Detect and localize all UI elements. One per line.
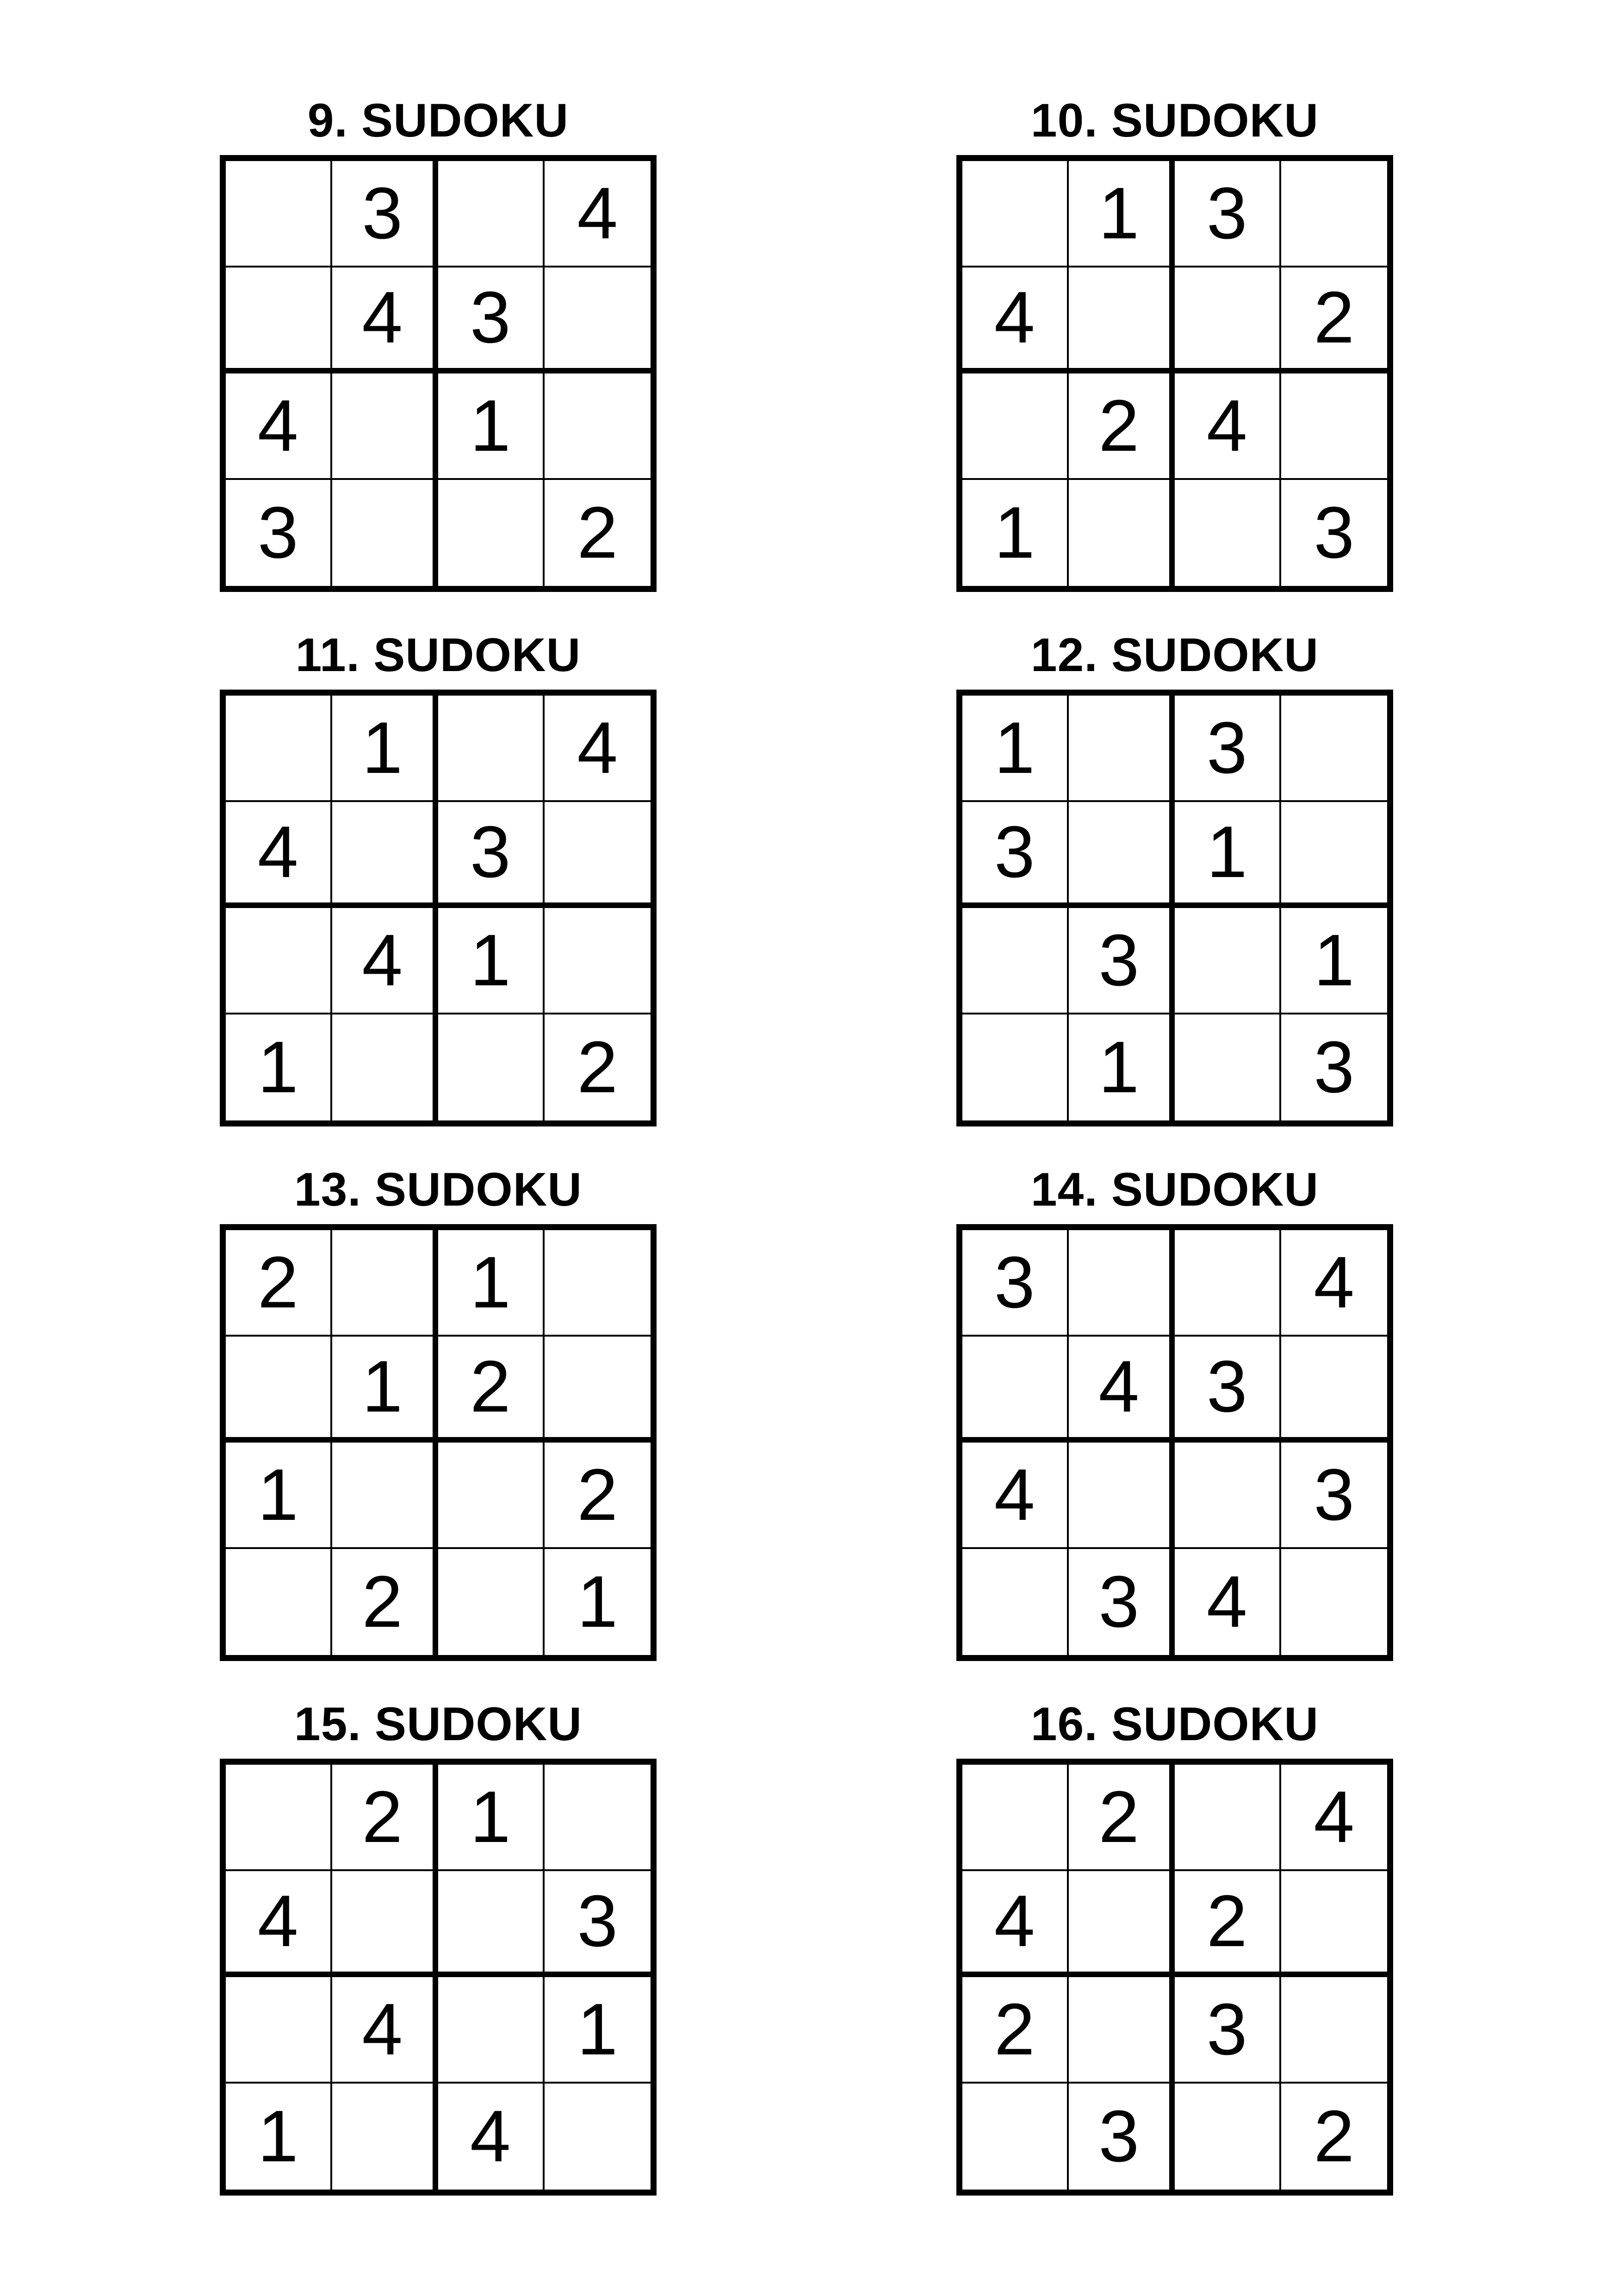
sudoku-cell: 1 [962, 480, 1069, 586]
sudoku-cell: 2 [577, 1027, 618, 1108]
sudoku-grid [956, 690, 1393, 1126]
sudoku-cell: 3 [332, 161, 439, 268]
sudoku-cell: 2 [332, 1549, 439, 1655]
sudoku-cell: 3 [545, 1871, 651, 1978]
sudoku-cell: 3 [1069, 1549, 1175, 1655]
sudoku-cell [438, 1549, 545, 1655]
sudoku-cell: 3 [1314, 1027, 1355, 1108]
sudoku-cell [226, 1765, 332, 1871]
sudoku-cell: 1 [577, 1561, 618, 1643]
sudoku-cell: 1 [1281, 908, 1388, 1014]
sudoku-cell: 3 [1314, 492, 1355, 574]
sudoku-cell [1281, 1871, 1388, 1978]
sudoku-cell: 4 [332, 908, 439, 1014]
sudoku-cell [962, 908, 1069, 1014]
sudoku-cell [962, 373, 1069, 480]
sudoku-cell: 1 [226, 1014, 332, 1121]
sudoku-grid [220, 1224, 657, 1661]
sudoku-cell: 4 [438, 2084, 545, 2190]
sudoku-cell: 1 [438, 1765, 545, 1871]
sudoku-cell [962, 1014, 1069, 1121]
sudoku-cell [545, 802, 651, 908]
sudoku-cell [226, 1549, 332, 1655]
sudoku-cell: 3 [962, 1230, 1069, 1337]
sudoku-cell: 4 [1175, 373, 1281, 480]
sudoku-cell [332, 480, 439, 586]
sudoku-cell [962, 1549, 1069, 1655]
sudoku-cell: 4 [962, 268, 1069, 374]
puzzle-title: 14. SUDOKU [1030, 1163, 1319, 1216]
sudoku-cell: 3 [1281, 1443, 1388, 1549]
sudoku-cell: 3 [1175, 161, 1281, 268]
sudoku-cell [438, 1977, 545, 2084]
sudoku-cell: 3 [1175, 1337, 1281, 1443]
sudoku-cell [1281, 802, 1388, 908]
sudoku-cell: 4 [226, 373, 332, 480]
sudoku-cell: 2 [1314, 2096, 1355, 2178]
sudoku-cell [1069, 1230, 1175, 1337]
sudoku-puzzle [220, 1155, 657, 1661]
sudoku-cell: 1 [438, 373, 545, 480]
sudoku-cell [962, 161, 1069, 268]
sudoku-cell: 1 [1069, 161, 1175, 268]
sudoku-cell: 4 [962, 1443, 1069, 1549]
sudoku-cell: 1 [226, 2084, 332, 2190]
sudoku-grid [956, 155, 1393, 592]
sudoku-cell: 3 [438, 802, 545, 908]
sudoku-cell: 3 [1069, 908, 1175, 1014]
sudoku-cell: 2 [545, 1443, 651, 1549]
sudoku-cell: 4 [545, 696, 651, 802]
sudoku-cell [1175, 1230, 1281, 1337]
sudoku-cell [545, 908, 651, 1014]
sudoku-puzzle [220, 620, 657, 1126]
sudoku-cell: 2 [1175, 1871, 1281, 1978]
sudoku-cell [545, 1765, 651, 1871]
sudoku-cell [226, 1977, 332, 2084]
sudoku-cell: 1 [1069, 1014, 1175, 1121]
sudoku-cell [545, 1230, 651, 1337]
sudoku-cell: 3 [1175, 1977, 1281, 2084]
sudoku-cell: 3 [962, 802, 1069, 908]
sudoku-cell: 1 [438, 1230, 545, 1337]
sudoku-cell [1069, 480, 1175, 586]
sudoku-cell: 1 [1175, 802, 1281, 908]
sudoku-grid [220, 690, 657, 1126]
sudoku-cell [1281, 1977, 1388, 2084]
sudoku-cell [1175, 268, 1281, 374]
sudoku-cell [226, 1337, 332, 1443]
sudoku-cell [226, 908, 332, 1014]
sudoku-cell: 2 [226, 1230, 332, 1337]
sudoku-cell: 2 [332, 1765, 439, 1871]
sudoku-cell [1281, 696, 1388, 802]
sudoku-cell [226, 161, 332, 268]
puzzle-title: 12. SUDOKU [1030, 628, 1319, 681]
sudoku-cell [962, 1337, 1069, 1443]
sudoku-puzzle [956, 86, 1393, 592]
sudoku-cell: 3 [438, 268, 545, 374]
sudoku-cell [1069, 1977, 1175, 2084]
sudoku-cell [332, 1230, 439, 1337]
sudoku-cell: 4 [1281, 1230, 1388, 1337]
sudoku-cell [1069, 1871, 1175, 1978]
sudoku-puzzle [956, 1155, 1393, 1661]
sudoku-cell [1069, 268, 1175, 374]
sudoku-cell [1175, 2084, 1281, 2190]
sudoku-cell [1175, 1443, 1281, 1549]
sudoku-cell [1281, 1549, 1388, 1655]
sudoku-cell [545, 2084, 651, 2190]
sudoku-cell: 4 [226, 802, 332, 908]
sudoku-puzzle [220, 1689, 657, 2196]
puzzle-title: 10. SUDOKU [1030, 94, 1319, 147]
sudoku-cell [438, 1871, 545, 1978]
sudoku-cell: 3 [1175, 696, 1281, 802]
sudoku-cell: 1 [962, 696, 1069, 802]
sudoku-cell: 4 [332, 268, 439, 374]
sudoku-cell: 2 [1281, 268, 1388, 374]
sudoku-cell [226, 268, 332, 374]
sudoku-puzzle [220, 86, 657, 592]
sudoku-cell [332, 2084, 439, 2190]
sudoku-cell [226, 696, 332, 802]
sudoku-cell: 4 [1281, 1765, 1388, 1871]
puzzle-title: 11. SUDOKU [295, 628, 581, 681]
puzzle-title: 9. SUDOKU [307, 94, 569, 147]
puzzle-title: 15. SUDOKU [294, 1698, 583, 1750]
sudoku-cell: 2 [1069, 1765, 1175, 1871]
sudoku-cell: 1 [332, 696, 439, 802]
sudoku-cell: 1 [545, 1977, 651, 2084]
sudoku-cell: 4 [1175, 1549, 1281, 1655]
sudoku-grid [220, 1759, 657, 2196]
sudoku-cell [962, 2084, 1069, 2190]
sudoku-cell [545, 373, 651, 480]
sudoku-grid [956, 1224, 1393, 1661]
sudoku-cell: 4 [332, 1977, 439, 2084]
sudoku-cell: 4 [226, 1871, 332, 1978]
sudoku-cell [1175, 480, 1281, 586]
sudoku-cell: 2 [962, 1977, 1069, 2084]
sudoku-cell [332, 1443, 439, 1549]
sudoku-cell [438, 161, 545, 268]
sudoku-cell [1281, 161, 1388, 268]
sudoku-cell [438, 1014, 545, 1121]
sudoku-cell: 1 [226, 1443, 332, 1549]
sudoku-cell: 1 [438, 908, 545, 1014]
sudoku-cell [545, 268, 651, 374]
sudoku-puzzle [956, 620, 1393, 1126]
sudoku-cell [1175, 908, 1281, 1014]
sudoku-cell [1069, 1443, 1175, 1549]
sudoku-cell [962, 1765, 1069, 1871]
sudoku-cell [332, 1014, 439, 1121]
sudoku-cell [438, 696, 545, 802]
sudoku-grid [220, 155, 657, 592]
sudoku-cell [438, 480, 545, 586]
sudoku-cell [1069, 696, 1175, 802]
puzzle-title: 16. SUDOKU [1030, 1698, 1319, 1750]
sudoku-cell: 1 [332, 1337, 439, 1443]
puzzle-title: 13. SUDOKU [294, 1163, 583, 1216]
sudoku-cell: 2 [577, 492, 618, 574]
sudoku-cell: 4 [1069, 1337, 1175, 1443]
sudoku-puzzle [956, 1689, 1393, 2196]
sudoku-cell: 3 [226, 480, 332, 586]
sudoku-cell [1281, 1337, 1388, 1443]
sudoku-cell: 4 [545, 161, 651, 268]
sudoku-grid [956, 1759, 1393, 2196]
sudoku-cell [438, 1443, 545, 1549]
sudoku-cell [332, 1871, 439, 1978]
sudoku-cell: 2 [1069, 373, 1175, 480]
sudoku-cell [1281, 373, 1388, 480]
sudoku-cell [1069, 802, 1175, 908]
sudoku-cell: 4 [962, 1871, 1069, 1978]
sudoku-cell [1175, 1014, 1281, 1121]
sudoku-cell: 2 [438, 1337, 545, 1443]
sudoku-cell [545, 1337, 651, 1443]
sudoku-cell: 3 [1069, 2084, 1175, 2190]
sudoku-cell [332, 802, 439, 908]
sudoku-cell [332, 373, 439, 480]
sudoku-cell [1175, 1765, 1281, 1871]
